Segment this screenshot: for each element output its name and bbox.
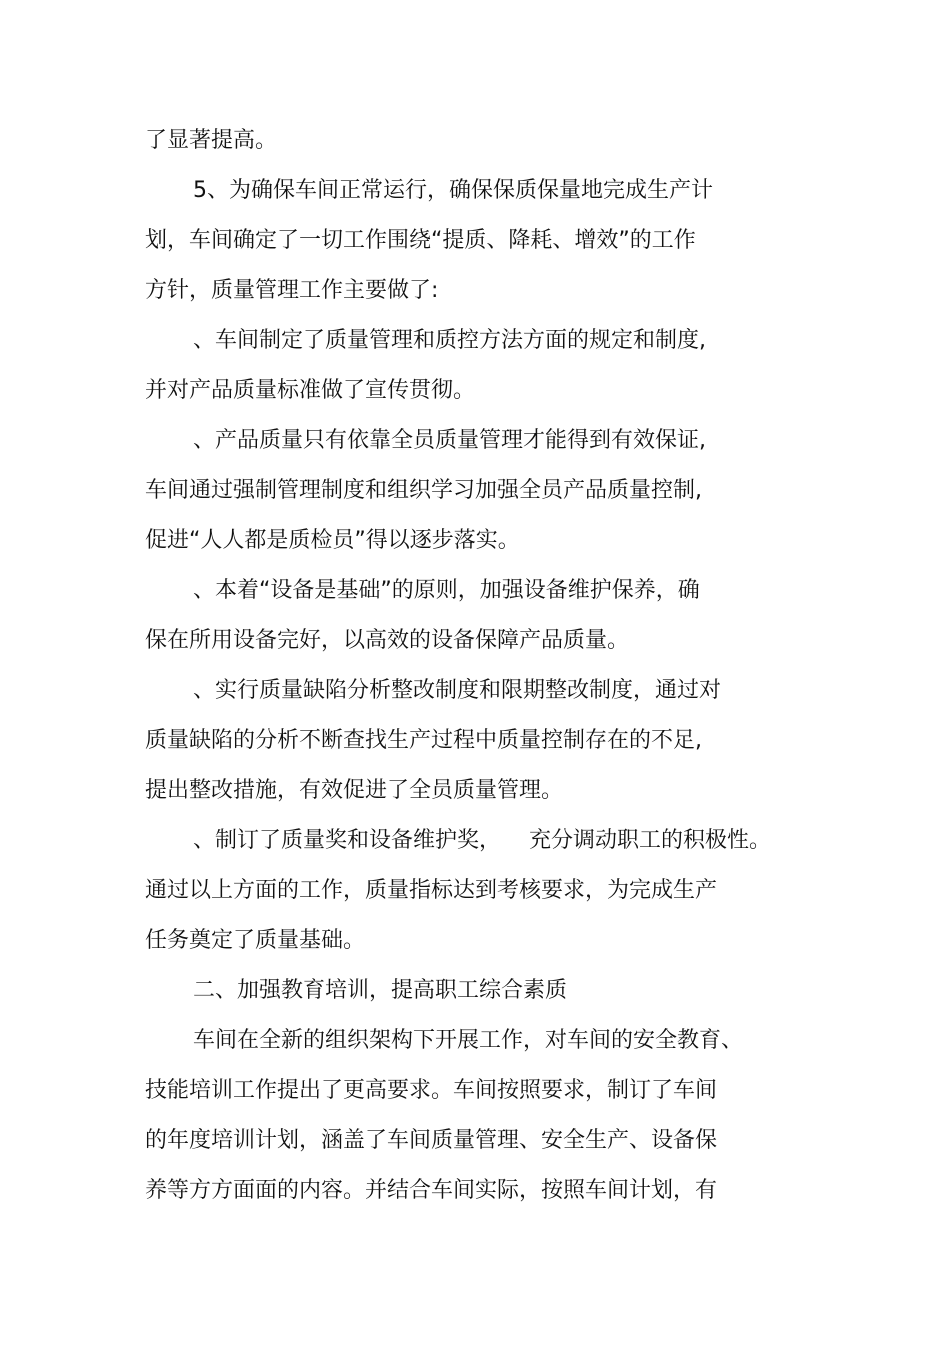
- text-line: 通过以上方面的工作，质量指标达到考核要求，为完成生产: [145, 878, 718, 903]
- text-line: 、产品质量只有依靠全员质量管理才能得到有效保证,: [193, 428, 706, 453]
- text-line: 、制订了质量奖和设备维护奖， 充分调动职工的积极性。: [193, 828, 771, 853]
- text-line: 、实行质量缺陷分析整改制度和限期整改制度，通过对: [193, 678, 722, 703]
- text-line: 质量缺陷的分析不断查找生产过程中质量控制存在的不足,: [145, 728, 702, 753]
- text-line: 技能培训工作提出了更高要求。车间按照要求，制订了车间: [145, 1078, 718, 1103]
- text-line: 的年度培训计划，涵盖了车间质量管理、安全生产、设备保: [145, 1128, 718, 1153]
- text-line: 5、为确保车间正常运行，确保保质保量地完成生产计: [193, 178, 713, 203]
- text-line: 提出整改措施，有效促进了全员质量管理。: [145, 778, 564, 803]
- text-line: 并对产品质量标准做了宣传贯彻。: [145, 378, 476, 403]
- section-heading: 二、加强教育培训，提高职工综合素质: [193, 978, 568, 1003]
- text-line: 、本着“设备是基础”的原则，加强设备维护保养，确: [193, 578, 700, 603]
- text-line: 养等方方面面的内容。并结合车间实际，按照车间计划，有: [145, 1178, 718, 1203]
- text-line: 促进“人人都是质检员”得以逐步落实。: [145, 528, 520, 553]
- text-line: 任务奠定了质量基础。: [145, 928, 366, 953]
- text-line: 了显著提高。: [145, 128, 278, 153]
- text-line: 划，车间确定了一切工作围绕“提质、降耗、增效”的工作: [145, 228, 696, 253]
- text-line: 车间通过强制管理制度和组织学习加强全员产品质量控制,: [145, 478, 702, 503]
- text-line: 车间在全新的组织架构下开展工作，对车间的安全教育、: [193, 1028, 744, 1053]
- text-line: 、车间制定了质量管理和质控方法方面的规定和制度,: [193, 328, 706, 353]
- text-line: 保在所用设备完好，以高效的设备保障产品质量。: [145, 628, 630, 653]
- text-line: 方针，质量管理工作主要做了:: [145, 278, 439, 303]
